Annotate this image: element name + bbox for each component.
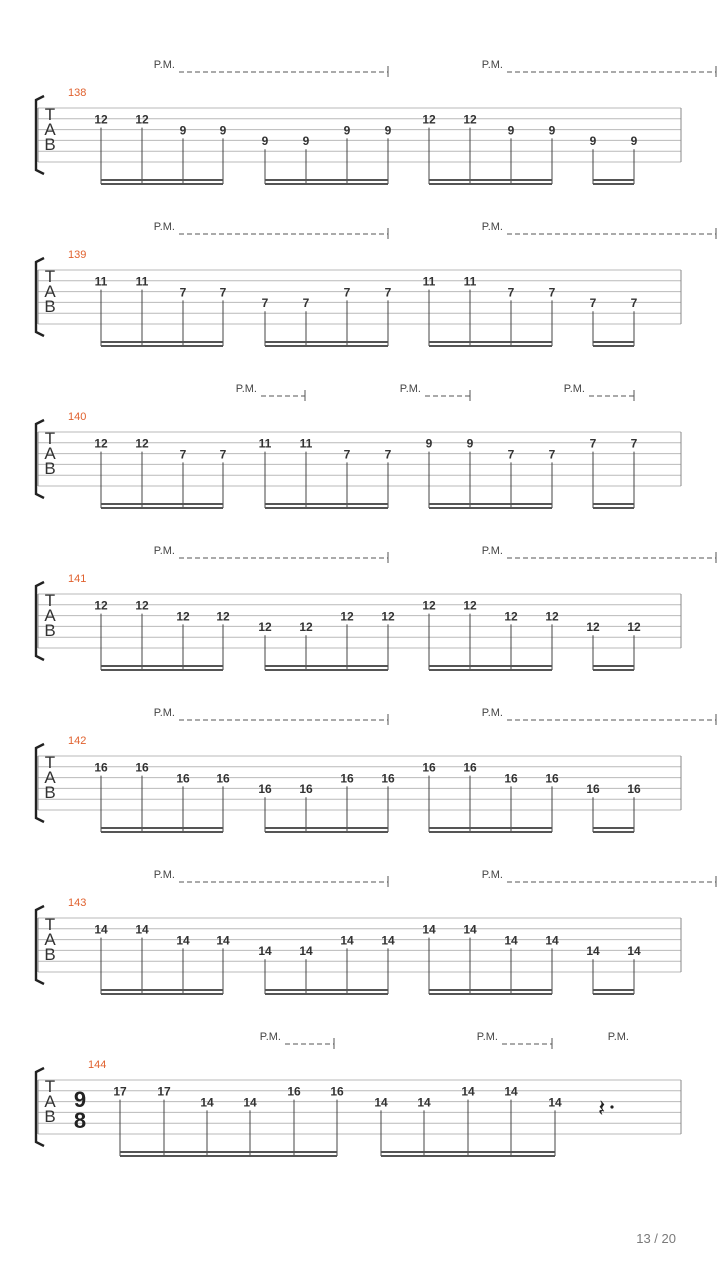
fret-number: 9 (179, 123, 187, 138)
fret-number: 14 (243, 1095, 257, 1110)
fret-number: 12 (381, 609, 395, 624)
fret-number: 16 (463, 760, 477, 775)
fret-number: 12 (135, 112, 149, 127)
fret-number: 12 (135, 598, 149, 613)
fret-number: 12 (94, 598, 108, 613)
fret-number: 7 (343, 285, 351, 300)
fret-number: 7 (179, 285, 187, 300)
palm-mute-label: P.M. (259, 1031, 281, 1043)
tab-clef-letter: T (44, 1077, 56, 1096)
rest-dot (610, 1105, 613, 1108)
palm-mute-label: P.M. (481, 707, 503, 719)
fret-number: 14 (200, 1095, 214, 1110)
tab-clef-letter: B (44, 945, 56, 964)
fret-number: 7 (589, 296, 597, 311)
fret-number: 7 (261, 296, 269, 311)
tab-clef-letter: T (44, 591, 56, 610)
tab-clef-letter: A (44, 1092, 56, 1111)
palm-mute-label: P.M. (153, 59, 175, 71)
fret-number: 16 (135, 760, 149, 775)
fret-number: 14 (176, 933, 190, 948)
time-signature-beats: 9 (73, 1087, 87, 1112)
fret-number: 14 (417, 1095, 431, 1110)
measure-number: 139 (68, 249, 87, 261)
fret-number: 16 (330, 1084, 344, 1099)
fret-number: 7 (507, 447, 515, 462)
fret-number: 14 (340, 933, 354, 948)
time-signature-beat-type: 8 (73, 1108, 87, 1133)
page-number: 13 / 20 (636, 1231, 676, 1246)
fret-number: 16 (299, 782, 313, 797)
tab-clef-letter: A (44, 282, 56, 301)
fret-number: 12 (545, 609, 559, 624)
fret-number: 16 (545, 771, 559, 786)
fret-number: 12 (422, 112, 436, 127)
fret-number: 14 (627, 944, 641, 959)
fret-number: 12 (463, 598, 477, 613)
palm-mute-label: P.M. (153, 221, 175, 233)
fret-number: 12 (463, 112, 477, 127)
fret-number: 7 (343, 447, 351, 462)
fret-number: 14 (299, 944, 313, 959)
fret-number: 16 (422, 760, 436, 775)
tab-clef-letter: A (44, 444, 56, 463)
fret-number: 7 (219, 447, 227, 462)
fret-number: 16 (94, 760, 108, 775)
tab-clef-letter: T (44, 105, 56, 124)
measure-number: 138 (68, 87, 87, 99)
fret-number: 14 (461, 1084, 475, 1099)
fret-number: 7 (302, 296, 310, 311)
tab-clef-letter: B (44, 297, 56, 316)
palm-mute-label: P.M. (399, 383, 421, 395)
fret-number: 9 (589, 134, 597, 149)
fret-number: 11 (463, 274, 477, 289)
fret-number: 12 (94, 436, 108, 451)
fret-number: 14 (381, 933, 395, 948)
fret-number: 16 (586, 782, 600, 797)
palm-mute-label: P.M. (481, 59, 503, 71)
fret-number: 14 (374, 1095, 388, 1110)
fret-number: 16 (381, 771, 395, 786)
fret-number: 12 (627, 620, 641, 635)
palm-mute-label: P.M. (481, 869, 503, 881)
fret-number: 16 (340, 771, 354, 786)
fret-number: 14 (504, 933, 518, 948)
tab-system (36, 545, 716, 670)
tab-system (36, 1031, 681, 1156)
palm-mute-label: P.M. (476, 1031, 498, 1043)
fret-number: 12 (135, 436, 149, 451)
palm-mute-label: P.M. (607, 1031, 629, 1043)
tab-clef-letter: T (44, 429, 56, 448)
fret-number: 12 (258, 620, 272, 635)
tab-system (36, 59, 716, 184)
fret-number: 11 (299, 436, 313, 451)
fret-number: 12 (94, 112, 108, 127)
fret-number: 14 (135, 922, 149, 937)
tab-system (36, 383, 681, 508)
fret-number: 12 (299, 620, 313, 635)
fret-number: 14 (94, 922, 108, 937)
fret-number: 9 (630, 134, 638, 149)
tab-system (36, 707, 716, 832)
fret-number: 9 (507, 123, 515, 138)
fret-number: 7 (589, 436, 597, 451)
fret-number: 12 (340, 609, 354, 624)
measure-number: 144 (88, 1059, 107, 1071)
quarter-rest: 𝄽 (598, 1095, 606, 1122)
palm-mute-label: P.M. (481, 545, 503, 557)
fret-number: 14 (422, 922, 436, 937)
measure-number: 141 (68, 573, 87, 585)
fret-number: 14 (586, 944, 600, 959)
tab-clef-letter: B (44, 135, 56, 154)
tab-clef-letter: T (44, 915, 56, 934)
fret-number: 12 (216, 609, 230, 624)
fret-number: 9 (384, 123, 392, 138)
fret-number: 7 (630, 436, 638, 451)
fret-number: 14 (463, 922, 477, 937)
fret-number: 7 (384, 447, 392, 462)
fret-number: 14 (545, 933, 559, 948)
tab-clef-letter: B (44, 621, 56, 640)
palm-mute-label: P.M. (153, 869, 175, 881)
fret-number: 9 (343, 123, 351, 138)
fret-number: 14 (504, 1084, 518, 1099)
fret-number: 12 (586, 620, 600, 635)
fret-number: 7 (179, 447, 187, 462)
fret-number: 16 (627, 782, 641, 797)
fret-number: 9 (261, 134, 269, 149)
tab-clef-letter: A (44, 930, 56, 949)
fret-number: 16 (504, 771, 518, 786)
fret-number: 11 (94, 274, 108, 289)
fret-number: 11 (258, 436, 272, 451)
fret-number: 7 (507, 285, 515, 300)
fret-number: 9 (466, 436, 474, 451)
palm-mute-label: P.M. (235, 383, 257, 395)
palm-mute-label: P.M. (153, 545, 175, 557)
fret-number: 17 (113, 1084, 127, 1099)
tab-clef-letter: A (44, 606, 56, 625)
fret-number: 14 (548, 1095, 562, 1110)
tab-clef-letter: B (44, 1107, 56, 1126)
fret-number: 11 (422, 274, 436, 289)
fret-number: 16 (287, 1084, 301, 1099)
tab-clef-letter: B (44, 783, 56, 802)
palm-mute-label: P.M. (153, 707, 175, 719)
fret-number: 7 (548, 285, 556, 300)
fret-number: 7 (548, 447, 556, 462)
fret-number: 14 (216, 933, 230, 948)
fret-number: 16 (216, 771, 230, 786)
tab-clef-letter: T (44, 753, 56, 772)
palm-mute-label: P.M. (563, 383, 585, 395)
tab-system (36, 869, 716, 994)
fret-number: 9 (302, 134, 310, 149)
measure-number: 142 (68, 735, 87, 747)
fret-number: 7 (630, 296, 638, 311)
tab-clef-letter: B (44, 459, 56, 478)
tab-system (36, 221, 716, 346)
fret-number: 9 (548, 123, 556, 138)
tab-clef-letter: T (44, 267, 56, 286)
measure-number: 140 (68, 411, 87, 423)
fret-number: 12 (176, 609, 190, 624)
fret-number: 16 (258, 782, 272, 797)
fret-number: 14 (258, 944, 272, 959)
fret-number: 7 (219, 285, 227, 300)
measure-number: 143 (68, 897, 87, 909)
fret-number: 16 (176, 771, 190, 786)
fret-number: 17 (157, 1084, 171, 1099)
tab-clef-letter: A (44, 120, 56, 139)
fret-number: 11 (135, 274, 149, 289)
fret-number: 7 (384, 285, 392, 300)
palm-mute-label: P.M. (481, 221, 503, 233)
fret-number: 12 (504, 609, 518, 624)
fret-number: 9 (219, 123, 227, 138)
fret-number: 12 (422, 598, 436, 613)
fret-number: 9 (425, 436, 433, 451)
tab-clef-letter: A (44, 768, 56, 787)
